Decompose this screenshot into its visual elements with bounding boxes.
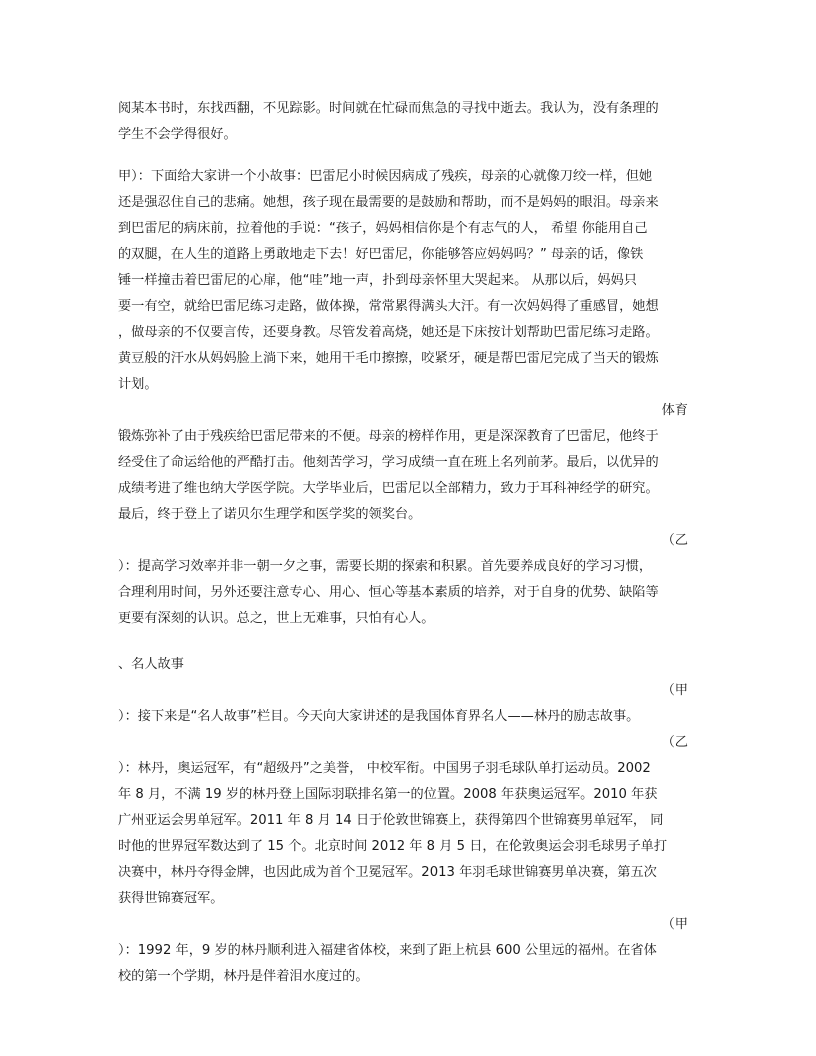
speaker-label: 体育 [661,403,688,418]
text-line: 时他的世界冠军数达到了 15 个。北京时间 2012 年 8 月 5 日，在伦敦奥运会羽毛球男子单打 [118,839,668,854]
text-line: 要一有空，就给巴雷尼练习走路，做体操，常常累得满头大汗。有一次妈妈得了重感冒，她想 [118,299,659,314]
paragraph-4 [118,528,698,632]
paragraph-7 [118,912,698,990]
speaker-label: （乙 [661,735,688,750]
text-line: 决赛中，林丹夺得金牌，也因此成为首个卫冕冠军。2013 年羽毛球世锦赛男单决赛，第五次 [118,865,657,880]
text-line: ）：林丹，奥运冠军，有“超级丹”之美誉， 中校军衔。中国男子羽毛球队单打运动员。2002 [118,761,651,776]
text-line: 锻炼弥补了由于残疾给巴雷尼带来的不便。母亲的榜样作用，更是深深教育了巴雷尼，他终于 [118,429,659,444]
text-line: 获得世锦赛冠军。 [118,891,224,906]
text-line: 甲）：下面给大家讲一个小故事：巴雷尼小时候因病成了残疾，母亲的心就像刀绞一样，但她 [118,169,653,184]
speaker-label: （甲 [661,917,688,932]
speaker-label: （乙 [661,533,688,548]
paragraph-6 [118,730,698,912]
paragraph-2 [118,164,698,398]
text-line: 计划。 [118,377,158,392]
text-line: 年 8 月，不满 19 岁的林丹登上国际羽联排名第一的位置。2008 年获奥运冠军。2010 年获 [118,787,658,802]
text-line: 学生不会学得很好。 [118,127,237,142]
text-line: 阅某本书时，东找西翻，不见踪影。时间就在忙碌而焦急的寻找中逝去。我认为，没有条理的 [118,101,659,116]
paragraph-1 [118,96,698,148]
text-line: 黄豆般的汗水从妈妈脸上淌下来，她用干毛巾擦擦，咬紧牙，硬是帮巴雷尼完成了当天的锻炼 [118,351,659,366]
text-line: 合理利用时间，另外还要注意专心、用心、恒心等基本素质的培养，对于自身的优势、缺陷等 [118,585,659,600]
text-line: 校的第一个学期，林丹是伴着泪水度过的。 [118,969,369,984]
text-line: ，做母亲的不仅要言传，还要身教。尽管发着高烧，她还是下床按计划帮助巴雷尼练习走路。 [118,325,659,340]
paragraph-5 [118,678,698,730]
text-line: 经受住了命运给他的严酷打击。他刻苦学习，学习成绩一直在班上名列前茅。最后，以优异的 [118,455,659,470]
text-line: 成绩考进了维也纳大学医学院。大学毕业后，巴雷尼以全部精力，致力于耳科神经学的研究。 [118,481,659,496]
text-line: 更要有深刻的认识。总之，世上无难事，只怕有心人。 [118,611,435,626]
text-line: ）：接下来是“名人故事”栏目。今天向大家讲述的是我国体育界名人——林丹的励志故事。 [118,709,640,724]
text-line: 的双腿，在人生的道路上勇敢地走下去！好巴雷尼，你能够答应妈妈吗？” 母亲的话，像铁 [118,247,644,262]
text-line: 广州亚运会男单冠军。2011 年 8 月 14 日于伦敦世锦赛上，获得第四个世锦赛男单冠军， 同 [118,813,664,828]
text-line: 锤一样撞击着巴雷尼的心扉，他“哇”地一声，扑到母亲怀里大哭起来。 从那以后，妈妈只 [118,273,637,288]
section-heading: 、名人故事 [118,657,184,672]
text-line: 最后，终于登上了诺贝尔生理学和医学奖的领奖台。 [118,507,422,522]
speaker-label: （甲 [661,683,688,698]
text-line: ）：1992 年，9 岁的林丹顺利进入福建省体校，来到了距上杭县 600 公里远的福州。在省体 [118,943,657,958]
paragraph-3 [118,398,698,528]
text-line: 到巴雷尼的病床前，拉着他的手说：“孩子，妈妈相信你是个有志气的人， 希望 你能用自己 [118,221,648,236]
text-line: ）：提高学习效率并非一朝一夕之事，需要长期的探索和积累。首先要养成良好的学习习惯， [118,559,653,574]
text-line: 还是强忍住自己的悲痛。她想，孩子现在最需要的是鼓励和帮助，而不是妈妈的眼泪。母亲来 [118,195,659,210]
document-page [118,96,698,990]
